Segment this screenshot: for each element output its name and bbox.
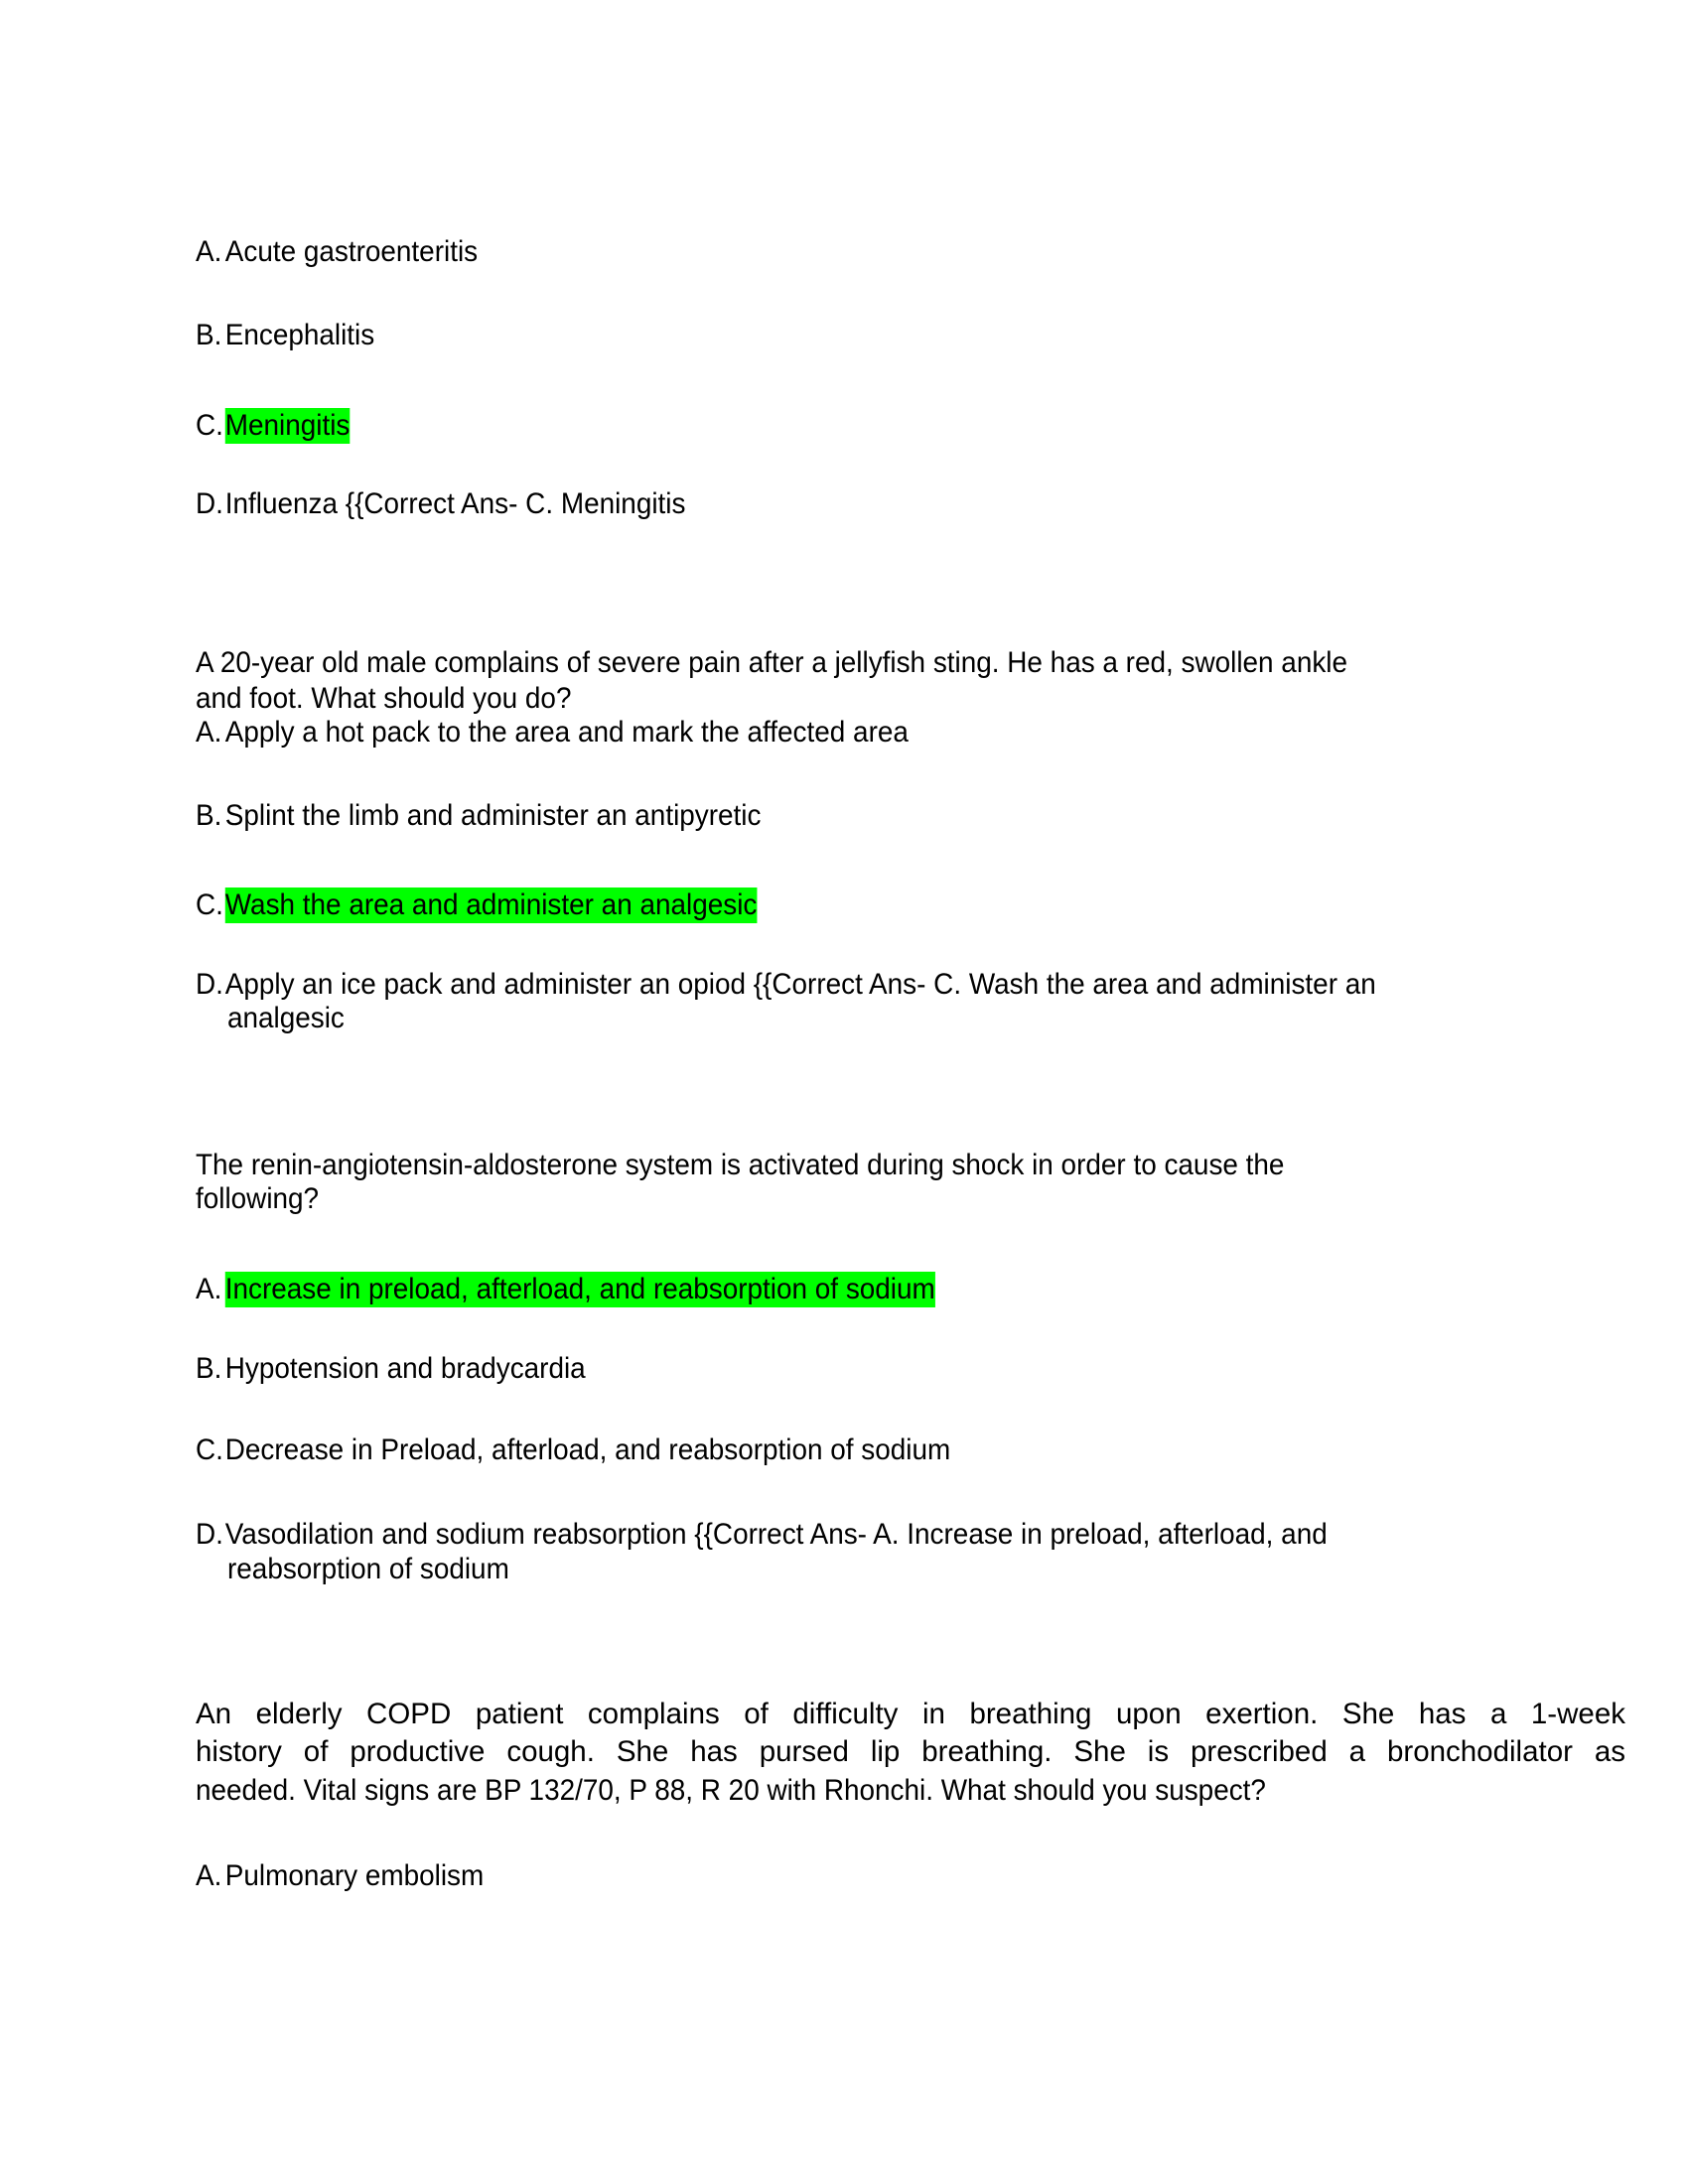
q3-option-d-continuation: reabsorption of sodium bbox=[227, 1553, 509, 1585]
q4-stem-line-1: An elderly COPD patient complains of difficulty in breathing upon exertion. She has a 1-week bbox=[196, 1698, 1625, 1730]
option-text-with-answer-key: Apply an ice pack and administer an opiod {{Correct Ans- C. Wash the area and administer an bbox=[224, 968, 1376, 1001]
q2-option-b bbox=[196, 798, 761, 834]
q3-option-a bbox=[196, 1272, 935, 1307]
q1-option-b bbox=[196, 318, 374, 353]
q2-option-d bbox=[196, 967, 1376, 1003]
q2-stem-line-2: and foot. What should you do? bbox=[196, 682, 572, 715]
option-letter: A. bbox=[196, 1859, 222, 1892]
option-letter: C. bbox=[196, 409, 223, 442]
option-letter: A. bbox=[196, 716, 222, 749]
q4-option-a bbox=[196, 1858, 484, 1894]
q3-option-c bbox=[196, 1433, 950, 1468]
option-letter: B. bbox=[196, 799, 222, 832]
q3-option-b bbox=[196, 1351, 586, 1387]
option-text: Apply a hot pack to the area and mark the affected area bbox=[224, 716, 909, 749]
option-letter: D. bbox=[196, 968, 223, 1001]
option-letter: C. bbox=[196, 1433, 223, 1466]
q3-option-d bbox=[196, 1517, 1328, 1553]
q4-stem-line-3: needed. Vital signs are BP 132/70, P 88, R 20 with Rhonchi. What should you suspect? bbox=[196, 1774, 1266, 1807]
q2-stem-line-1: A 20-year old male complains of severe pain after a jellyfish sting. He has a red, swollen ankle bbox=[196, 646, 1348, 679]
q2-option-d-continuation: analgesic bbox=[227, 1002, 345, 1034]
q3-stem-line-1: The renin-angiotensin-aldosterone system is activated during shock in order to cause the bbox=[196, 1149, 1285, 1181]
q4-stem-line-2: history of productive cough. She has pursed lip breathing. She is prescribed a bronchodilator as bbox=[196, 1735, 1625, 1768]
option-letter: B. bbox=[196, 1352, 222, 1385]
q2-option-c bbox=[196, 887, 757, 923]
option-text-with-answer-key: Influenza {{Correct Ans- C. Meningitis bbox=[224, 487, 686, 520]
q1-option-a bbox=[196, 234, 478, 270]
q1-option-d bbox=[196, 486, 685, 522]
option-text: Decrease in Preload, afterload, and reabsorption of sodium bbox=[224, 1433, 951, 1466]
option-letter: C. bbox=[196, 888, 223, 921]
q2-option-a bbox=[196, 715, 909, 751]
option-letter: A. bbox=[196, 1273, 222, 1305]
option-text: Encephalitis bbox=[224, 319, 375, 351]
option-letter: D. bbox=[196, 487, 223, 520]
option-letter: D. bbox=[196, 1518, 223, 1551]
option-letter: B. bbox=[196, 319, 222, 351]
q1-option-c bbox=[196, 408, 350, 444]
q3-stem-line-2: following? bbox=[196, 1182, 320, 1215]
highlighted-correct-answer: Wash the area and administer an analgesic bbox=[224, 888, 758, 921]
option-text: Hypotension and bradycardia bbox=[224, 1352, 586, 1385]
option-text: Pulmonary embolism bbox=[224, 1859, 485, 1892]
highlighted-correct-answer: Meningitis bbox=[224, 409, 351, 442]
option-text-with-answer-key: Vasodilation and sodium reabsorption {{Correct Ans- A. Increase in preload, afterload, and bbox=[224, 1518, 1328, 1551]
option-text: Splint the limb and administer an antipyretic bbox=[224, 799, 762, 832]
option-letter: A. bbox=[196, 235, 222, 268]
option-text: Acute gastroenteritis bbox=[224, 235, 479, 268]
highlighted-correct-answer: Increase in preload, afterload, and reabsorption of sodium bbox=[224, 1273, 935, 1305]
